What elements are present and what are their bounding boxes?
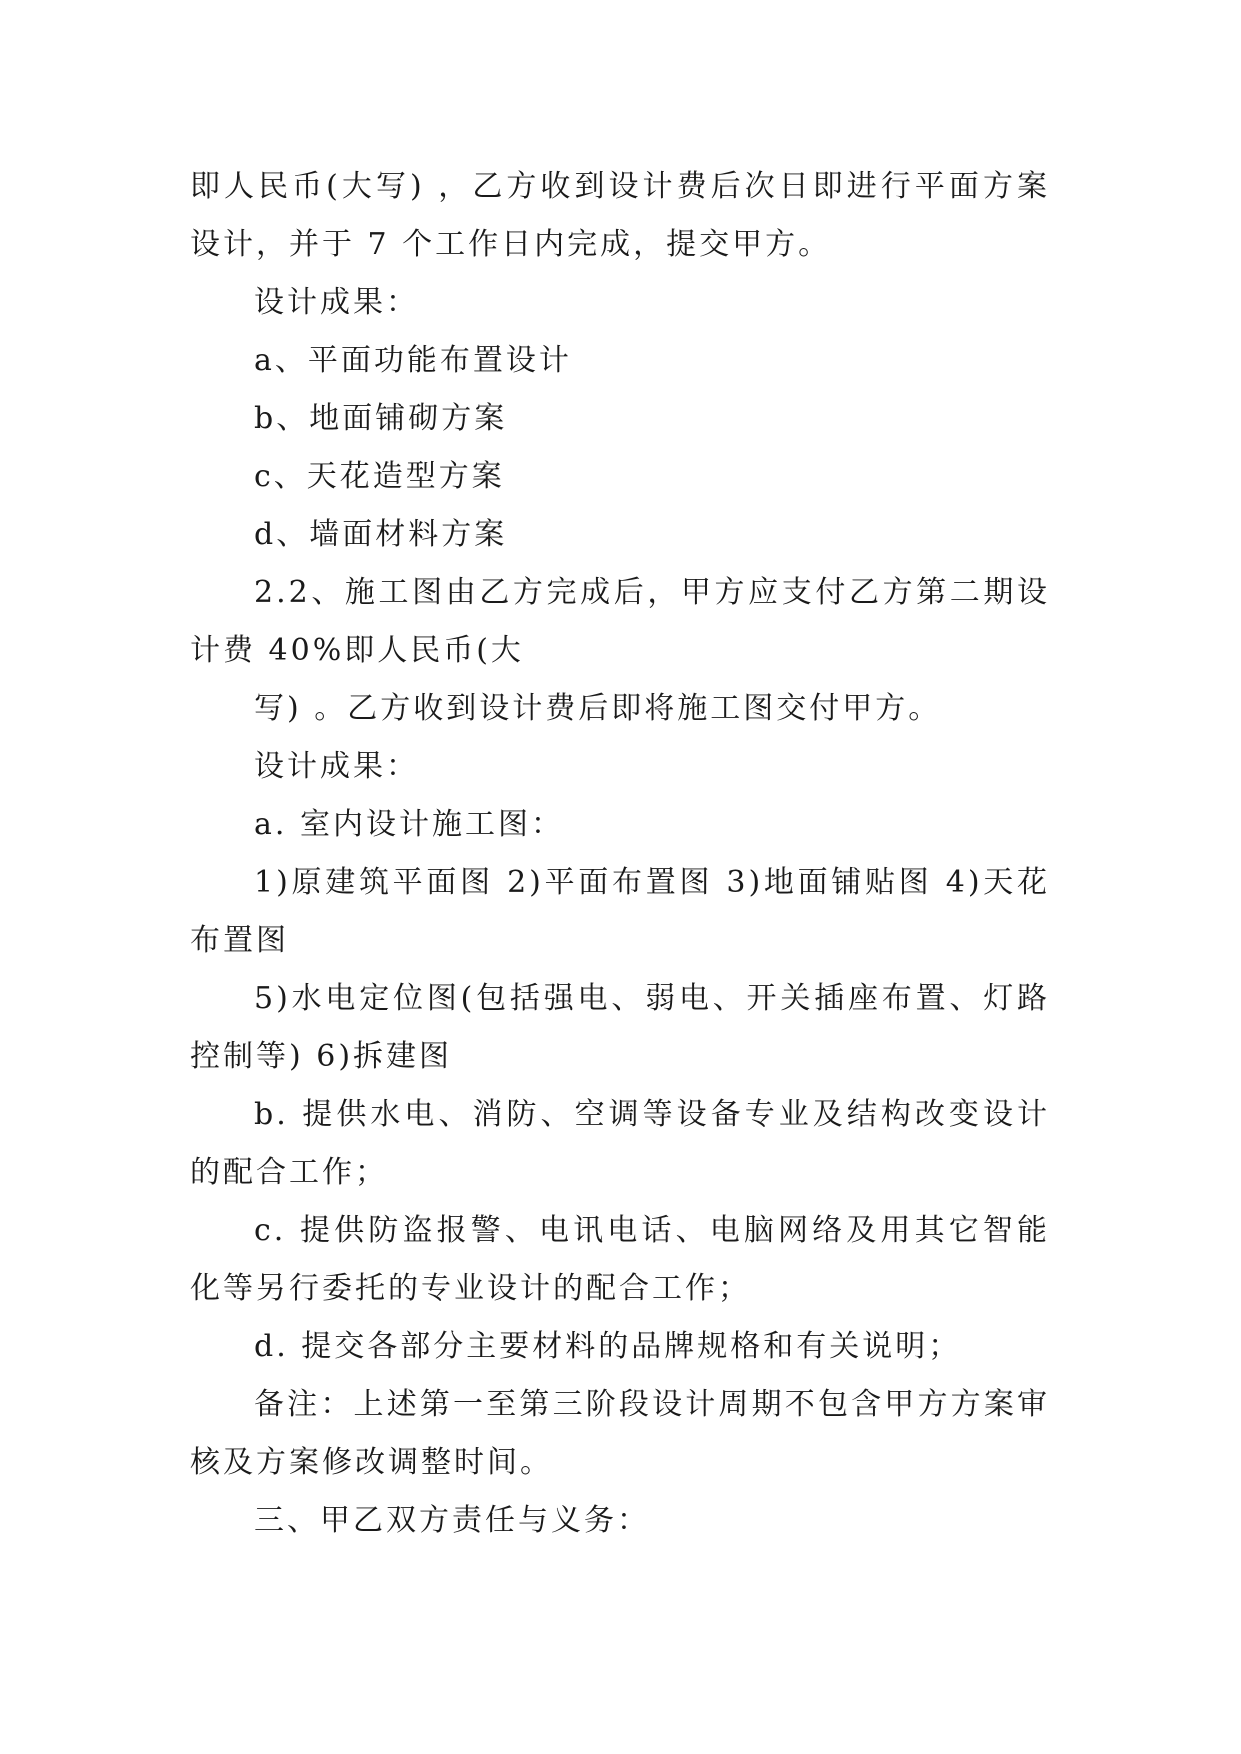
- paragraph-item-d-materials: d. 提交各部分主要材料的品牌规格和有关说明；: [254, 1329, 962, 1364]
- paragraph-clause-2-2: 2.2、施工图由乙方完成后，甲方应支付乙方第二期设计费 40%即人民币(大: [190, 575, 1050, 668]
- paragraph-drawing-list-2: 5)水电定位图(包括强电、弱电、开关插座布置、灯路控制等) 6)拆建图: [190, 981, 1050, 1074]
- section-heading-responsibilities: 三、甲乙双方责任与义务：: [254, 1503, 650, 1538]
- paragraph-design-results-heading-2: 设计成果：: [254, 749, 419, 784]
- paragraph-item-d-wall: d、墙面材料方案: [254, 517, 508, 552]
- paragraph-drawing-list-1: 1)原建筑平面图 2)平面布置图 3)地面铺贴图 4)天花布置图: [190, 865, 1050, 958]
- paragraph-item-b-cooperation: b. 提供水电、消防、空调等设备专业及结构改变设计的配合工作；: [190, 1097, 1050, 1190]
- paragraph-design-fee-first-phase: 即人民币(大写) ，乙方收到设计费后次日即进行平面方案设计，并于 7 个工作日内完成，提交甲方。: [190, 169, 1050, 262]
- paragraph-item-c-ceiling: c、天花造型方案: [254, 459, 505, 494]
- paragraph-design-results-heading: 设计成果：: [254, 285, 419, 320]
- paragraph-item-a-layout: a、平面功能布置设计: [254, 343, 572, 378]
- document-body: [190, 158, 1050, 1550]
- paragraph-item-c-cooperation: c. 提供防盗报警、电讯电话、电脑网络及用其它智能化等另行委托的专业设计的配合工作；: [190, 1213, 1050, 1306]
- paragraph-item-b-floor: b、地面铺砌方案: [254, 401, 508, 436]
- paragraph-clause-2-2-continued: 写) 。乙方收到设计费后即将施工图交付甲方。: [254, 691, 942, 726]
- paragraph-remark: 备注：上述第一至第三阶段设计周期不包含甲方方案审核及方案修改调整时间。: [190, 1387, 1050, 1480]
- paragraph-item-a-construction-drawings: a. 室内设计施工图：: [254, 807, 564, 842]
